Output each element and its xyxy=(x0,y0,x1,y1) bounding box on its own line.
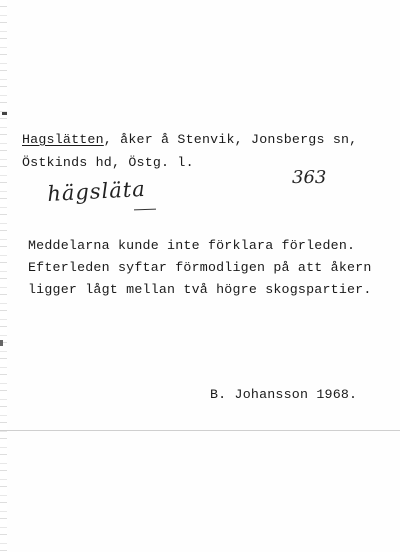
headword: Hagslätten xyxy=(22,132,104,147)
signature-line: B. Johansson 1968. xyxy=(210,387,358,402)
district-line: Östkinds hd, Östg. l. xyxy=(22,155,194,170)
handwritten-pronunciation: hägsläta xyxy=(46,176,147,206)
body-line-3: ligger lågt mellan två högre skogspartier. xyxy=(28,282,372,297)
handwritten-card-number: 363 xyxy=(292,167,327,188)
body-line-1: Meddelarna kunde inte förklara förleden. xyxy=(28,238,356,253)
edge-mark xyxy=(2,112,7,115)
entry-heading-line xyxy=(22,131,357,149)
handwritten-underline xyxy=(134,209,156,211)
heading-location: , åker å Stenvik, Jonsbergs sn, xyxy=(103,132,358,147)
body-line-2: Efterleden syftar förmodligen på att åkern xyxy=(28,260,372,275)
card-bottom-rule xyxy=(0,430,400,431)
edge-mark xyxy=(0,340,3,346)
card-left-edge xyxy=(0,0,7,552)
